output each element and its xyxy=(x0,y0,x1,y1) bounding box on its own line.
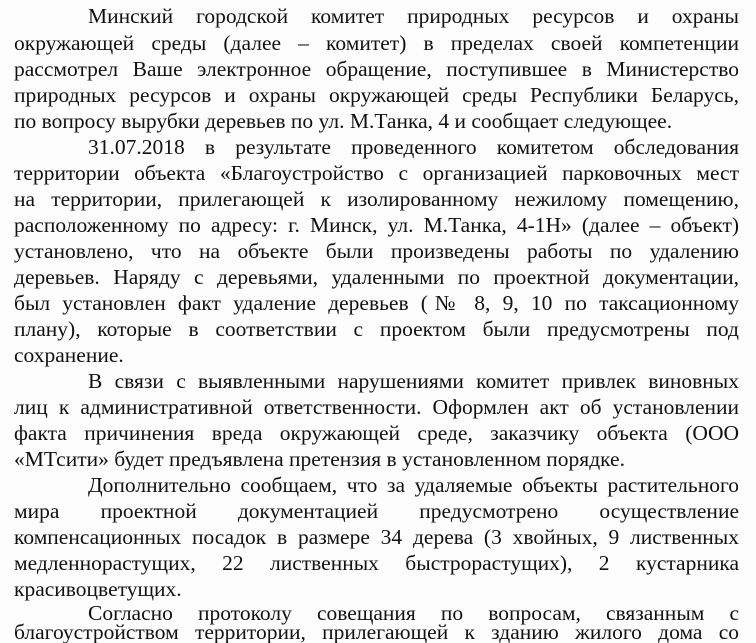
text-line: был установлен факт удаление деревьев (№ 8, 9, 10 по таксационному xyxy=(14,291,739,315)
text-line: факта причинения вреда окружающей среде, заказчику объекта (ООО xyxy=(14,421,739,445)
text-line: Дополнительно сообщаем, что за удаляемые объекты растительного xyxy=(88,473,739,497)
text-line: территории объекта «Благоустройство с организацией парковочных мест xyxy=(14,161,739,185)
text-line: на территории, прилегающей к изолированному нежилому помещению, xyxy=(14,187,739,211)
text-line: по вопросу вырубки деревьев по ул. М.Танка, 4 и сообщает следующее. xyxy=(14,109,673,133)
text-line: медленнорастущих, 22 лиственных быстрорастущих), 2 кустарника xyxy=(14,551,739,575)
text-line: Согласно протоколу совещания по вопросам, связанным с xyxy=(88,601,739,625)
text-line: плану), которые в соответствии с проектом были предусмотрены под xyxy=(14,317,739,341)
text-line: 31.07.2018 в результате проведенного комитетом обследования xyxy=(88,135,739,159)
text-line: расположенному по адресу: г. Минск, ул. М.Танка, 4-1Н» (далее – объект) xyxy=(14,213,739,237)
text-line: В связи с выявленными нарушениями комитет привлек виновных xyxy=(88,369,739,393)
text-line: сохранение. xyxy=(14,343,124,367)
text-line: Минский городской комитет природных ресурсов и охраны xyxy=(88,4,739,28)
text-line: компенсационных посадок в размере 34 дерева (3 хвойных, 9 лиственных xyxy=(14,525,739,549)
text-line: благоустройством территории, прилегающей к зданию жилого дома со xyxy=(14,620,739,643)
text-line: мира проектной документацией предусмотрено осуществление xyxy=(14,499,739,523)
text-line: лиц к административной ответственности. Оформлен акт об установлении xyxy=(14,395,739,419)
text-line: деревьев. Наряду с деревьями, удаленными по проектной документации, xyxy=(14,265,739,289)
text-line: красивоцветущих. xyxy=(14,577,182,601)
text-line: установлено, что на объекте были произведены работы по удалению xyxy=(14,239,739,263)
text-line: окружающей среды (далее – комитет) в пределах своей компетенции xyxy=(14,31,739,55)
text-line: «МТсити» будет предъявлена претензия в установленном порядке. xyxy=(14,447,625,471)
text-line: рассмотрел Ваше электронное обращение, поступившее в Министерство xyxy=(14,57,739,81)
text-line: природных ресурсов и охраны окружающей среды Республики Беларусь, xyxy=(14,83,739,107)
